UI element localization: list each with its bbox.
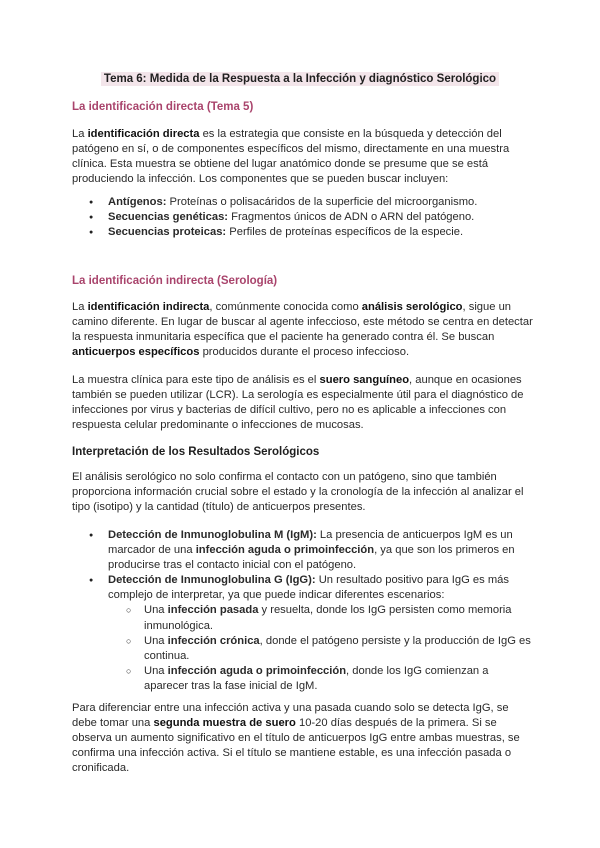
section-heading-interpretation: Interpretación de los Resultados Serológicos [72,446,320,458]
text-run: La [72,128,88,140]
bold-term: Secuencias proteicas: [108,226,227,239]
section-heading-indirect: La identificación indirecta (Serología) [72,275,278,287]
text-run: , comúnmente conocida como [209,301,362,313]
text-run: La muestra clínica para este tipo de análisis es el [72,374,320,386]
page-title: Tema 6: Medida de la Respuesta a la Infección y diagnóstico Serológico [101,72,499,86]
sub-list-item [108,634,534,664]
text-run: , donde los IgG comienzan a aparecer tras la fase inicial de IgM. [144,664,489,692]
list-item [72,210,534,225]
bold-term: infección crónica [167,634,260,647]
paragraph-direct-intro [72,127,534,187]
igg-scenarios-list [108,603,534,694]
paragraph-indirect-1 [72,300,534,360]
text-run: , ya que son los primeros en producirse tras el contacto inicial con el patógeno. [108,544,515,572]
text-run: Proteínas o polisacáridos de la superficie del microorganismo. [166,196,478,208]
list-item-igg [72,573,534,694]
bold-term: identificación indirecta [87,301,210,313]
text-run: Una [144,634,168,647]
bold-term: Detección de Inmunoglobulina G (IgG): [108,574,316,587]
sub-list-item [108,664,534,694]
list-item [72,195,534,210]
direct-components-list [72,195,534,240]
text-run: La [72,301,88,313]
antibody-list [72,528,534,694]
text-run: es la estrategia que consiste en la búsqueda y detección del patógeno en sí, o de componentes específicos del mismo, directamente en una muestra clínica. Esta muestra se obtiene del lugar anatómico donde se presume que se está produciendo la infección. Los componentes que se pueden buscar incluyen: [72,128,510,186]
text-run: Fragmentos únicos de ADN o ARN del patógeno. [228,211,475,224]
bold-term: anticuerpos específicos [72,346,200,359]
bold-term: análisis serológico [361,301,463,313]
paragraph-interpretation-intro: El análisis serológico no solo confirma el contacto con un patógeno, sino que también proporciona información crucial sobre el estado y la cronología de la infección al analizar el tipo (isotipo) y la cantidad (título) de anticuerpos presentes. [72,471,524,514]
sub-list-item [108,603,534,633]
text-run: Un resultado positivo para IgG es más complejo de interpretar, ya que puede indicar diferentes escenarios: [108,574,509,602]
title-wrap [0,69,600,87]
text-run: , donde el patógeno persiste y la producción de IgG es continua. [144,634,531,662]
text-run: Una [144,604,168,617]
text-run: Para diferenciar entre una infección activa y una pasada cuando solo se detecta IgG, se debe tomar una [72,702,509,730]
text-run: producidos durante el proceso infeccioso. [199,346,410,359]
text-run: , aunque en ocasiones también se pueden utilizar (LCR). La serología es especialmente útil para el diagnóstico de infecciones por virus y bacterias de difícil cultivo, pero no es aplicable a infecciones con respuesta celular predominante o infecciones de mucosas. [72,374,524,432]
list-item-igm [72,528,534,573]
list-item [72,225,534,240]
text-run: 10-20 días después de la primera. Si se observa un aumento significativo en el título de anticuerpos IgG entre ambas muestras, se confirma una infección activa. Si el título se mantiene estable, es una infección pasada o cronificada. [72,717,520,775]
text-run: Perfiles de proteínas específicos de la especie. [226,226,464,239]
bold-term: suero sanguíneo [319,374,410,386]
bold-term: Detección de Inmunoglobulina M (IgM): [108,529,317,541]
section-heading-direct: La identificación directa (Tema 5) [72,101,254,113]
bold-term: Antígenos: [108,196,167,208]
paragraph-closing [72,701,534,776]
text-run: , sigue un camino diferente. En lugar de buscar al agente infeccioso, este método se centra en detectar la respuesta inmunitaria específica que el paciente ha generado contra él. Se buscan [72,301,533,344]
text-run: Una [144,664,168,677]
paragraph-indirect-2 [72,373,534,433]
bold-term: segunda muestra de suero [153,717,296,730]
text-run: y resuelta, donde los IgG persisten como memoria inmunológica. [144,604,512,632]
bold-term: infección aguda o primoinfección [167,664,347,677]
bold-term: identificación directa [87,128,200,140]
text-run: La presencia de anticuerpos IgM es un marcador de una [108,529,513,557]
bold-term: infección aguda o primoinfección [195,544,375,557]
bold-term: infección pasada [167,604,259,617]
bold-term: Secuencias genéticas: [108,211,229,224]
